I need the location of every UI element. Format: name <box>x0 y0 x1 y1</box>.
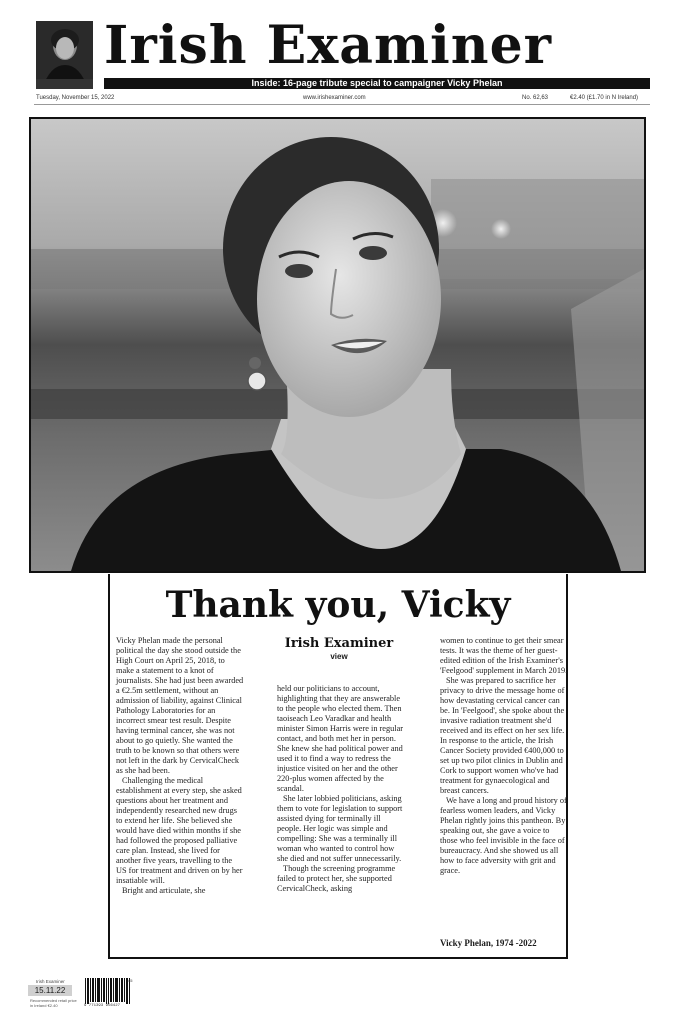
masthead-rule <box>34 104 650 105</box>
footer-label: Irish Examiner <box>36 979 65 984</box>
cover-portrait-photo <box>29 117 646 573</box>
paragraph: Vicky Phelan made the personal political the day she stood outside the High Court on April 25, 2018, to make a statement to a knot of journalists. She had just been awarded a €2.5m settlement, without an admission of liability, against Clinical Pathology Laboratories for an incorrect smear test result. Despite having terminal cancer, she was not about to go quietly. She wanted the truth to be known so that others were not left in the dark by CervicalCheck as she had been. <box>116 636 244 775</box>
promo-thumbnail-photo <box>36 21 93 89</box>
view-logo-name: Irish Examiner <box>284 636 394 651</box>
article-column-2 <box>277 684 405 894</box>
paragraph: Bright and articulate, she <box>122 886 206 895</box>
footer-date-code: 15.11.22 <box>28 985 72 996</box>
editorial-article <box>108 574 568 959</box>
paragraph: women to continue to get their smear tests. It was the theme of her guest-edited edition of the Irish Examiner's 'Feelgood' supplement in March 2019. <box>440 636 568 675</box>
barcode-icon <box>84 978 132 1004</box>
promo-banner <box>104 78 650 89</box>
article-column-1 <box>116 636 244 896</box>
cover-price: €2.40 (£1.70 in N Ireland) <box>570 95 639 101</box>
article-headline: Thank you, Vicky <box>165 584 511 626</box>
paragraph: Challenging the medical establishment at every step, she asked questions about her treatment and independently researched new drugs to extend her life. She believed she would have died within months if she had followed the proposed palliative care plan. Instead, she lived for another five years, travelling to the US for treatment and driven on by her insatiable will. <box>116 776 243 885</box>
paragraph: She later lobbied politicians, asking them to vote for legislation to support assisted dying for terminally ill people. Her logic was simple and compelling: She was a terminally ill woman who wanted to control how she died and not suffer unnecessarily. <box>277 794 403 863</box>
masthead-title: Irish Examiner <box>104 15 553 76</box>
footer-small-print: Recommended retail price in Ireland €2.40 <box>30 998 77 1008</box>
issue-number: No. 62,63 <box>522 95 549 101</box>
article-column-3 <box>440 636 568 876</box>
paragraph: She was prepared to sacrifice her privacy to drive the message home of how devastating cervical cancer can be. In 'Feelgood', she spoke about the invasive radiation treatment she'd received and its effect on her sex life. In response to the article, the Irish Cancer Society provided €400,000 to set up two pilot clinics in Dublin and Cork to support women who've had treatment for gynaecological and breast cancers. <box>440 676 565 795</box>
issue-date: Tuesday, November 15, 2022 <box>36 95 115 101</box>
promo-banner-text: Inside: 16-page tribute special to campaigner Vicky Phelan <box>251 78 503 88</box>
editorial-view-logo <box>275 636 403 662</box>
barcode-number: 9 771393 956427 <box>84 1004 121 1008</box>
article-signoff: Vicky Phelan, 1974 -2022 <box>440 938 537 948</box>
view-logo-label: view <box>330 652 348 661</box>
issue-code: 45 <box>128 978 133 983</box>
paragraph: Though the screening programme failed to protect her, she supported CervicalCheck, asking <box>277 864 396 893</box>
paragraph: held our politicians to account, highlighting that they are answerable to the people who elected them. Then taoiseach Leo Varadkar and health minister Simon Harris were in regular contact, and both met her in person. She knew she had political power and used it to find a way to redress the injustice visited on her and the other 220-plus women affected by the scandal. <box>277 684 404 793</box>
website-link: www.irishexaminer.com <box>303 95 366 101</box>
paragraph: We have a long and proud history of fearless women leaders, and Vicky Phelan rightly joins this pantheon. By speaking out, she gave a voice to those who feel invisible in the face of bureaucracy. And she showed us all how to face adversity with grit and grace. <box>440 796 567 875</box>
